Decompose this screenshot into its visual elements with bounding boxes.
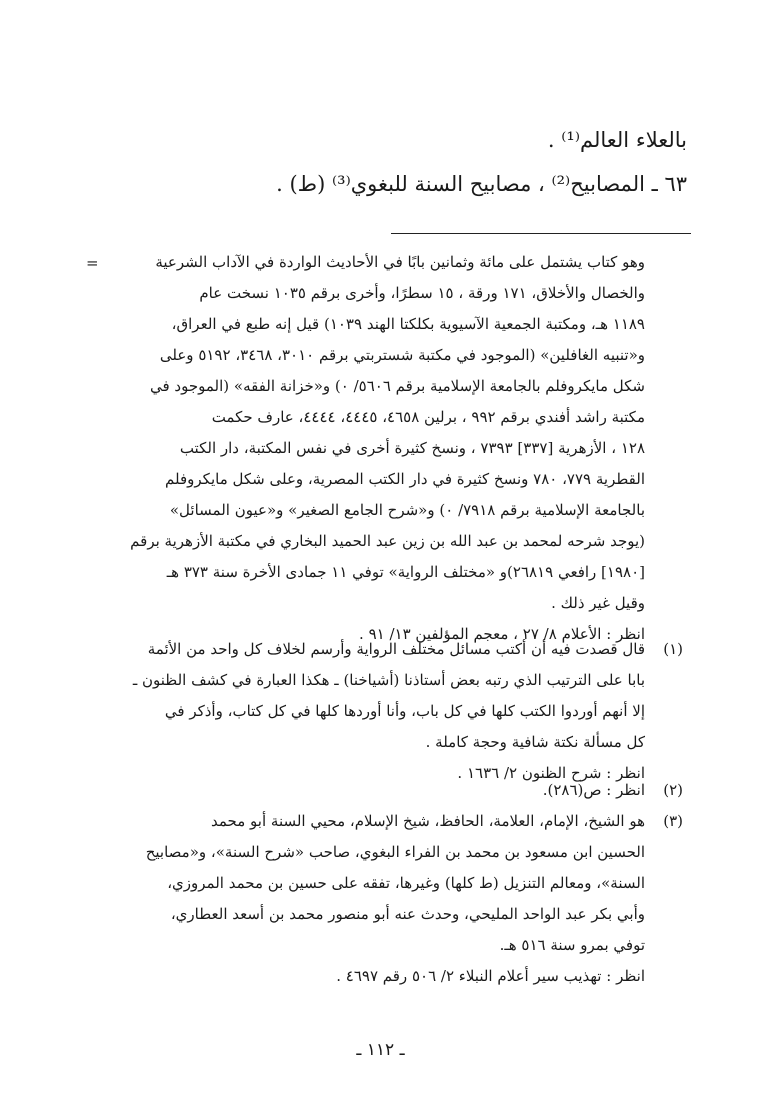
footnote-separator [391, 233, 691, 234]
footnote-line: شكل مايكروفلم بالجامعة الإسلامية برقم ٥٦٠٦/ ٠) و«خزانة الفقه» (الموجود في [149, 377, 645, 395]
footnote-2 [73, 775, 683, 806]
footnote-line: (يوجد شرحه لمحمد بن عبد الله بن زين عبد الحميد البخاري في مكتبة الأزهرية برقم [130, 532, 645, 550]
footnote-line: انظر : تهذيب سير أعلام النبلاء ٢/ ٥٠٦ رقم ٤٦٩٧ . [336, 967, 645, 985]
footnote-line: وأبي بكر عبد الواحد المليحي، وحدث عنه أبو منصور محمد بن أسعد العطاري، [170, 905, 645, 923]
main-line-1: بالعلاء العالم⁽¹⁾ . [547, 128, 687, 152]
footnote-line: انظر : الأعلام ٨/ ٢٧ ، معجم المؤلفين ١٣/ ٩١ . [359, 625, 645, 643]
footnote-line: إلا أنهم أوردوا الكتب كلها في كل باب، وأنا أوردها كلها في كل كتاب، وأذكر في [164, 702, 645, 720]
footnote-line: والخصال والأخلاق، ١٧١ ورقة ، ١٥ سطرًا، وأخرى برقم ١٠٣٥ نسخت عام [199, 284, 645, 302]
footnote-line: ١٢٨ ، الأزهرية [٣٣٧] ٧٣٩٣ ، ونسخ كثيرة أخرى في نفس المكتبة، دار الكتب [179, 439, 645, 457]
footnote-number: (١) [663, 640, 683, 658]
main-line-2-entry-63: ٦٣ ـ المصابيح⁽²⁾ ، مصابيح السنة للبغوي⁽³⁾ (ط) . [276, 172, 687, 196]
footnote-line: [١٩٨٠] رافعي ٢٦٨١٩)و «مختلف الرواية» توفي ١١ جمادى الأخرة سنة ٣٧٣ هـ [166, 563, 645, 581]
page-number: ـ ١١٢ ـ [356, 1040, 405, 1060]
footnote-line: السنة»، ومعالم التنزيل (ط كلها) وغيرها، تفقه على حسين بن محمد المروزي، [167, 874, 645, 892]
footnote-line: وهو كتاب يشتمل على مائة وثمانين بابًا في الأحاديث الواردة في الآداب الشرعية [155, 253, 645, 271]
footnote-line: انظر : ص(٢٨٦). [542, 781, 645, 799]
footnote-3 [73, 806, 683, 992]
footnote-line: القطرية ٧٧٩، ٧٨٠ ونسخ كثيرة في دار الكتب المصرية، وعلى شكل مايكروفلم [165, 470, 645, 488]
footnote-line: مكتبة راشد أفندي برقم ٩٩٢ ، برلين ٤٦٥٨، ٤٤٤٥، ٤٤٤٤، عارف حكمت [211, 408, 645, 426]
footnote-line: قال قصدت فيه أن أكتب مسائل مختلف الرواية وأرسم لخلاف كل واحد من الأئمة [147, 640, 645, 658]
footnote-line: كل مسألة نكتة شافية وحجة كاملة . [425, 733, 645, 751]
continuation-marker: = [86, 254, 99, 272]
footnote-line: انظر : شرح الظنون ٢/ ١٦٣٦ . [457, 764, 645, 782]
footnote-line: بالجامعة الإسلامية برقم ٧٩١٨/ ٠) و«شرح الجامع الصغير» و«عيون المسائل» [169, 501, 645, 519]
footnote-number: (٢) [663, 781, 683, 799]
footnote-line: الحسين ابن مسعود بن محمد بن الفراء البغوي، صاحب «شرح السنة»، و«مصابيح [145, 843, 645, 861]
footnote-line: ١١٨٩ هـ، ومكتبة الجمعية الآسيوية بكلكتا الهند ١٠٣٩) قيل إنه طبع في العراق، [171, 315, 645, 333]
footnote-line: و«تنبيه الغافلين» (الموجود في مكتبة شستربتي برقم ٣٠١٠، ٣٤٦٨، ٥١٩٢ وعلى [159, 346, 645, 364]
footnote-line: وقيل غير ذلك . [551, 594, 645, 612]
footnote-continued [73, 247, 683, 650]
footnote-1 [73, 634, 683, 789]
footnote-line: توفي بمرو سنة ٥١٦ هـ. [499, 936, 645, 954]
footnote-line: هو الشيخ، الإمام، العلامة، الحافظ، شيخ الإسلام، محيي السنة أبو محمد [211, 812, 645, 830]
footnote-line: بابا على الترتيب الذي رتبه بعض أستاذنا (أشياخنا) ـ هكذا العبارة في كشف الظنون ـ [132, 671, 645, 689]
footnote-number: (٣) [663, 812, 683, 830]
